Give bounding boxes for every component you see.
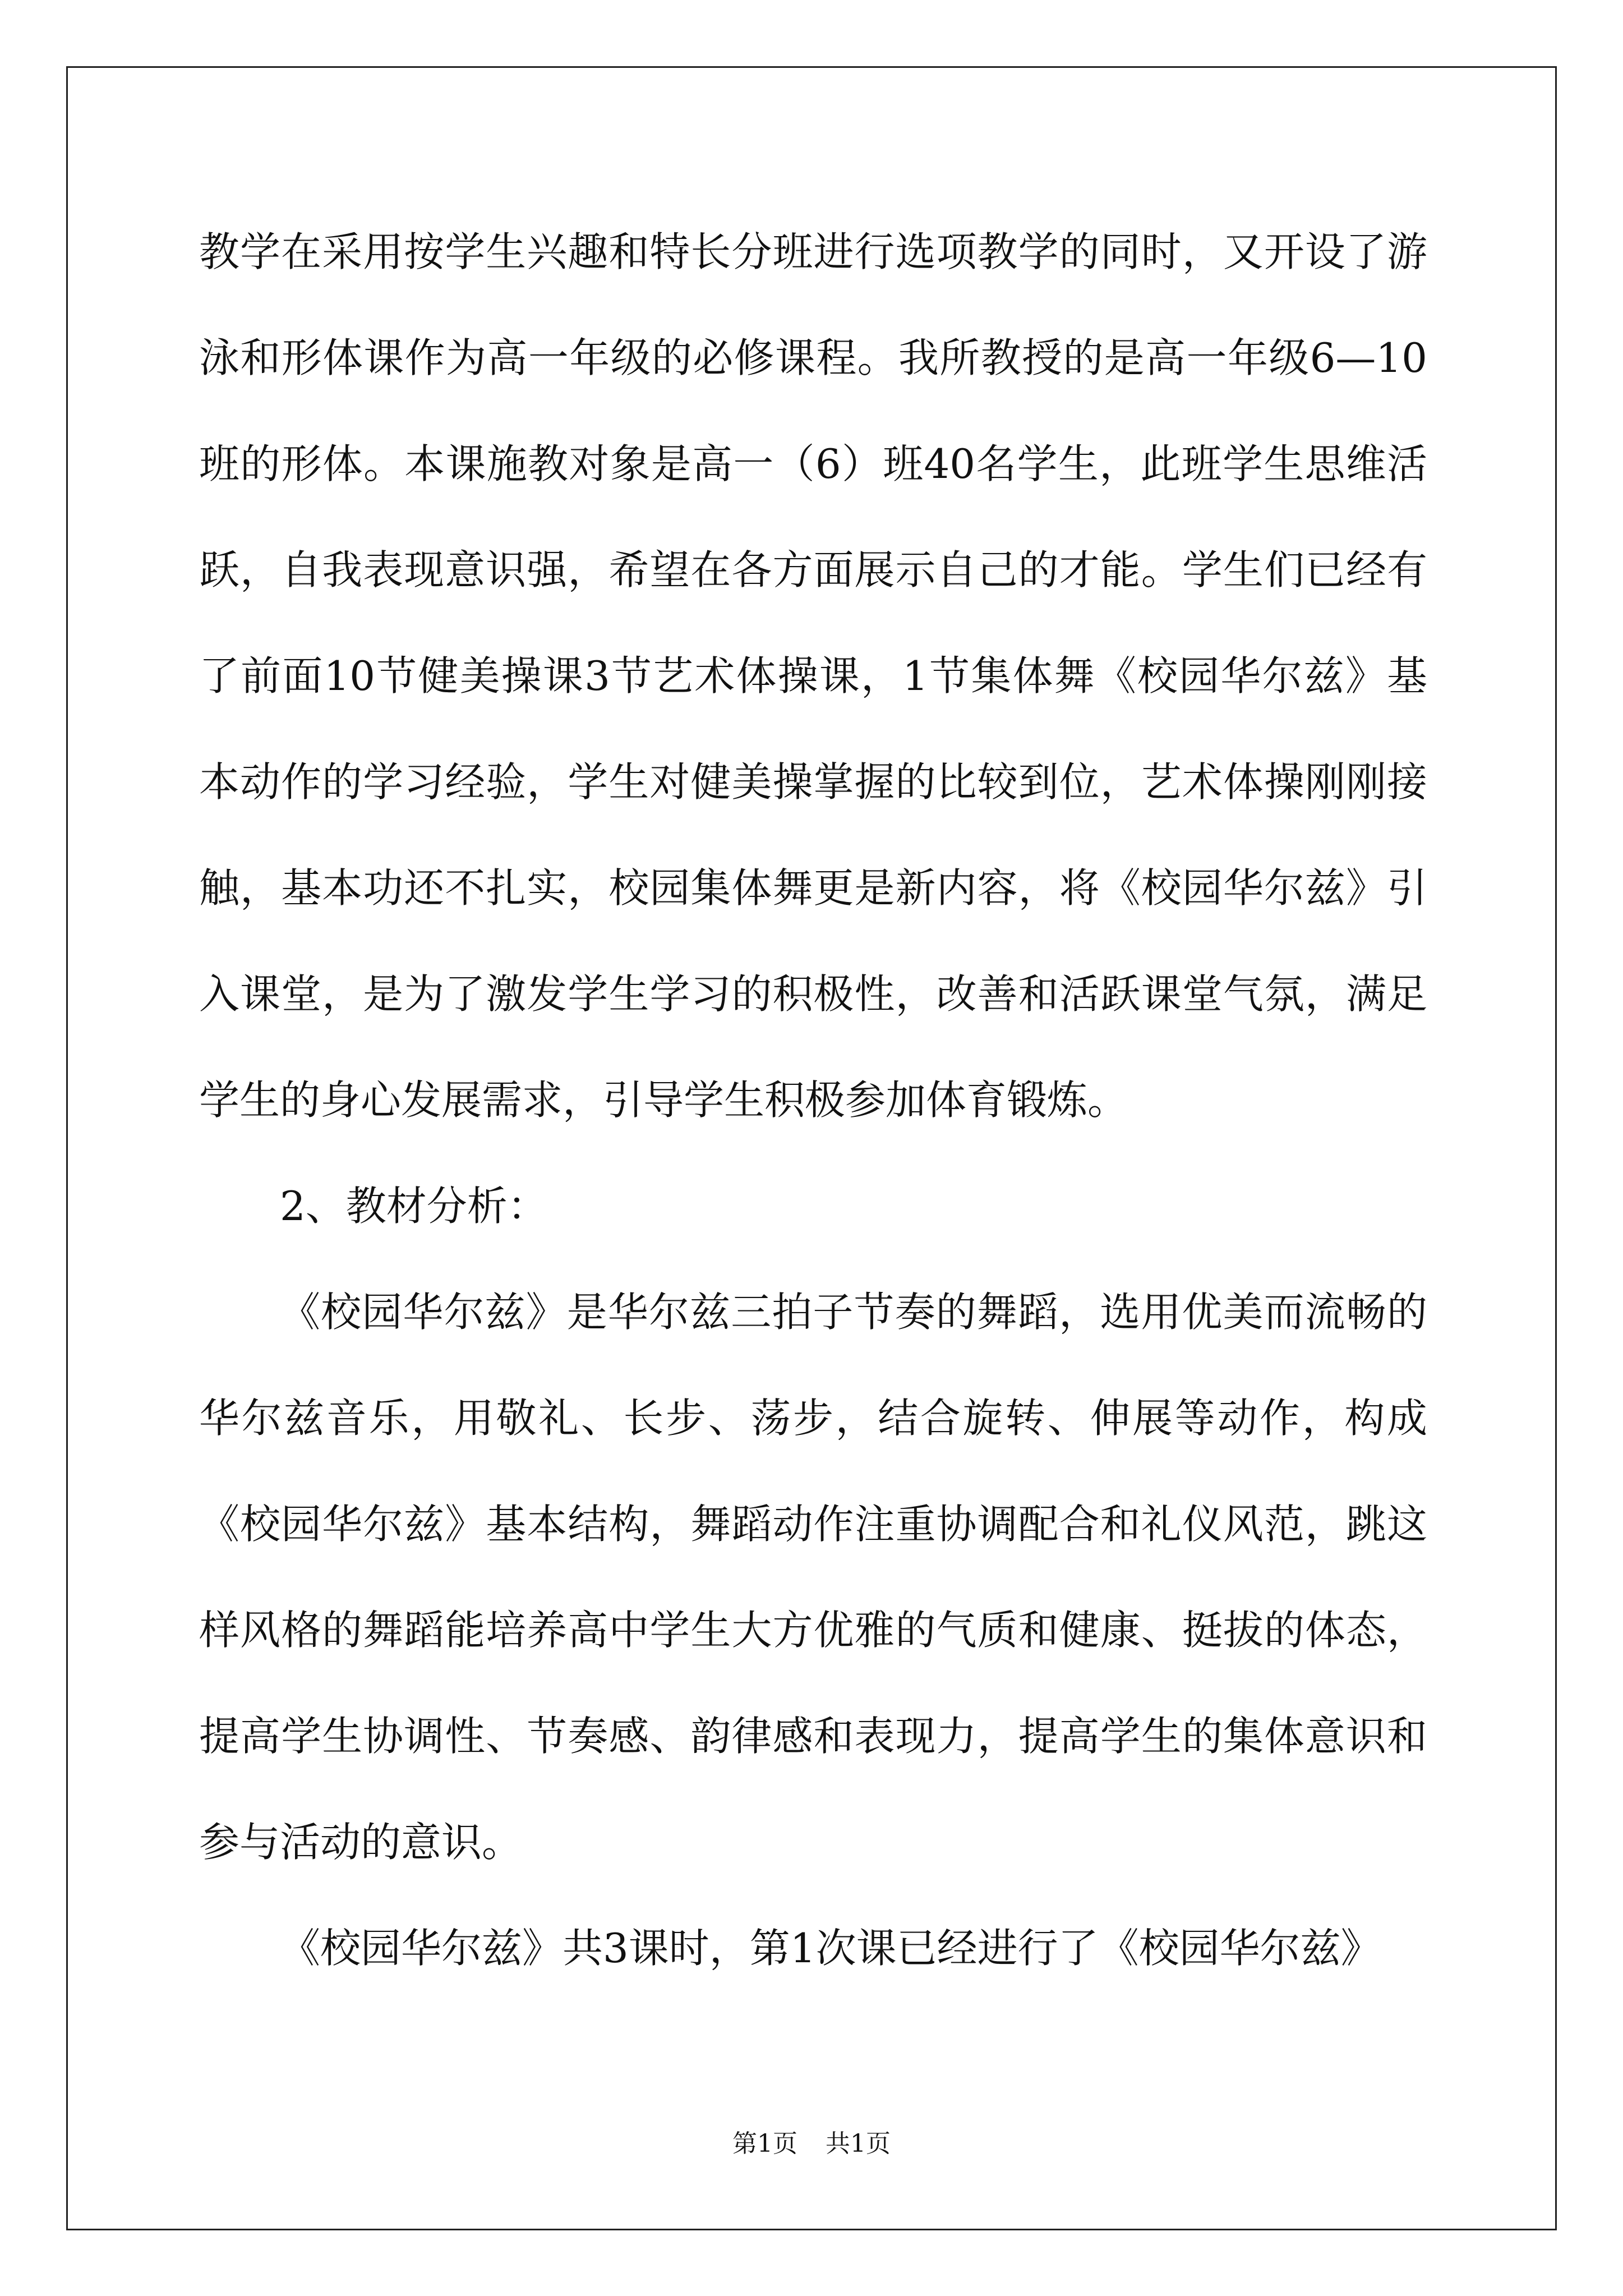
page-footer <box>0 2127 1623 2161</box>
page-total: 共1页 <box>826 2129 891 2158</box>
paragraph-material-analysis: 《校园华尔兹》是华尔兹三拍子节奏的舞蹈，选用优美而流畅的华尔兹音乐，用敬礼、长步、荡步，结合旋转、伸展等动作，构成《校园华尔兹》基本结构，舞蹈动作注重协调配合和礼仪风范，跳这样风格的舞蹈能培养高中学生大方优雅的气质和健康、挺拔的体态，提高学生协调性、节奏感、韵律感和表现力，提高学生的集体意识和参与活动的意识。 <box>199 1289 1427 1866</box>
paragraph-lesson-hours: 《校园华尔兹》共3课时，第1次课已经进行了《校园华尔兹》 <box>280 1925 1381 1972</box>
paragraph-class-background: 教学在采用按学生兴趣和特长分班进行选项教学的同时，又开设了游泳和形体课作为高一年级的必修课程。我所教授的是高一年级6—10班的形体。本课施教对象是高一（6）班40名学生，此班学生思维活跃，自我表现意识强，希望在各方面展示自己的才能。学生们已经有了前面10节健美操课3节艺术体操课，1节集体舞《校园华尔兹》基本动作的学习经验，学生对健美操掌握的比较到位，艺术体操刚刚接触，基本功还不扎实，校园集体舞更是新内容，将《校园华尔兹》引入课堂，是为了激发学生学习的积极性，改善和活跃课堂气氛，满足学生的身心发展需求，引导学生积极参加体育锻炼。 <box>199 228 1427 1124</box>
paragraph-section-heading: 2、教材分析： <box>280 1182 548 1230</box>
document-body <box>199 199 1427 2001</box>
page-number: 第1页 <box>732 2129 797 2158</box>
